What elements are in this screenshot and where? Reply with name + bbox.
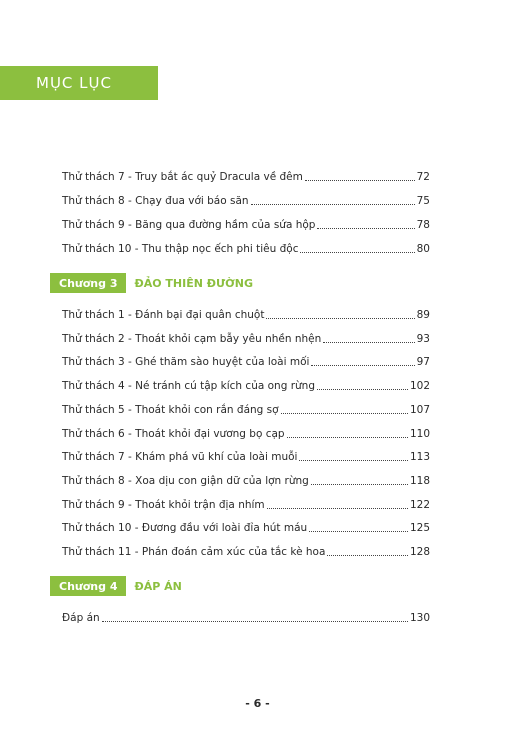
dot-leader (102, 621, 408, 622)
dot-leader (311, 484, 408, 485)
toc-entry[interactable] (62, 472, 430, 488)
dot-leader (266, 318, 414, 319)
toc-entry[interactable] (62, 330, 430, 346)
entry-label: Thử thách 10 - Thu thập nọc ếch phi tiêu độc (62, 243, 299, 255)
chapter-badge: Chương 4 (50, 576, 126, 596)
entry-label: Thử thách 5 - Thoát khỏi con rắn đáng sợ (62, 404, 279, 416)
dot-leader (299, 460, 407, 461)
dot-leader (305, 180, 415, 181)
entry-page: 107 (409, 404, 430, 416)
toc-entry[interactable] (62, 609, 430, 625)
entry-page: 93 (416, 333, 430, 345)
dot-leader (309, 531, 408, 532)
dot-leader (251, 204, 415, 205)
entry-page: 75 (416, 195, 430, 207)
entry-page: 128 (409, 546, 430, 558)
chapter-badge: Chương 3 (50, 273, 126, 293)
entry-page: 102 (409, 380, 430, 392)
entry-page: 72 (416, 171, 430, 183)
entry-label: Thử thách 2 - Thoát khỏi cạm bẫy yêu nhền nhện (62, 333, 322, 345)
toc-entry[interactable] (62, 240, 430, 256)
entry-page: 78 (416, 219, 430, 231)
entry-page: 130 (409, 612, 430, 624)
toc-entry[interactable] (62, 216, 430, 232)
entry-label: Đáp án (62, 612, 100, 624)
toc-entry[interactable] (62, 519, 430, 535)
entry-label: Thử thách 6 - Thoát khỏi đại vương bọ cạp (62, 428, 285, 440)
chapter-4-heading (50, 576, 182, 596)
chapter-title: ĐÁP ÁN (134, 579, 182, 593)
entry-label: Thử thách 8 - Xoa dịu con giận dữ của lợn rừng (62, 475, 309, 487)
entry-label: Thử thách 9 - Băng qua đường hầm của sứa hộp (62, 219, 316, 231)
entry-label: Thử thách 10 - Đương đầu với loài đỉa hút máu (62, 522, 308, 534)
entry-label: Thử thách 3 - Ghé thăm sào huyệt của loài mối (62, 356, 310, 368)
toc-entry[interactable] (62, 401, 430, 417)
dot-leader (317, 228, 414, 229)
toc-title (0, 66, 158, 100)
entry-page: 122 (409, 499, 430, 511)
chapter-title: ĐẢO THIÊN ĐƯỜNG (134, 276, 253, 290)
toc-entry[interactable] (62, 543, 430, 559)
dot-leader (281, 413, 408, 414)
toc-entry[interactable] (62, 306, 430, 322)
entry-page: 80 (416, 243, 430, 255)
dot-leader (311, 365, 414, 366)
toc-entry[interactable] (62, 425, 430, 441)
toc-entry[interactable] (62, 353, 430, 369)
entry-label: Thử thách 4 - Né tránh cú tập kích của ong rừng (62, 380, 315, 392)
toc-entry[interactable] (62, 496, 430, 512)
entry-page: 110 (409, 428, 430, 440)
toc-title-text: MỤC LỤC (36, 74, 112, 92)
dot-leader (323, 342, 414, 343)
entry-page: 113 (409, 451, 430, 463)
dot-leader (327, 555, 408, 556)
entry-label: Thử thách 8 - Chạy đua với báo săn (62, 195, 249, 207)
entry-page: 97 (416, 356, 430, 368)
toc-entry[interactable] (62, 377, 430, 393)
entry-label: Thử thách 7 - Khám phá vũ khí của loài muỗi (62, 451, 298, 463)
dot-leader (267, 508, 408, 509)
entry-label: Thử thách 11 - Phán đoán cảm xúc của tắc kè hoa (62, 546, 326, 558)
entry-page: 125 (409, 522, 430, 534)
entry-label: Thử thách 9 - Thoát khỏi trận địa nhím (62, 499, 265, 511)
toc-entry[interactable] (62, 192, 430, 208)
dot-leader (300, 252, 414, 253)
dot-leader (287, 437, 408, 438)
dot-leader (317, 389, 408, 390)
entry-label: Thử thách 1 - Đánh bại đại quân chuột (62, 309, 265, 321)
entry-page: 118 (409, 475, 430, 487)
toc-entry[interactable] (62, 448, 430, 464)
chapter-3-heading (50, 273, 253, 293)
entry-label: Thử thách 7 - Truy bắt ác quỷ Dracula về đêm (62, 171, 303, 183)
toc-entry[interactable] (62, 168, 430, 184)
page-number: - 6 - (245, 697, 270, 710)
entry-page: 89 (416, 309, 430, 321)
